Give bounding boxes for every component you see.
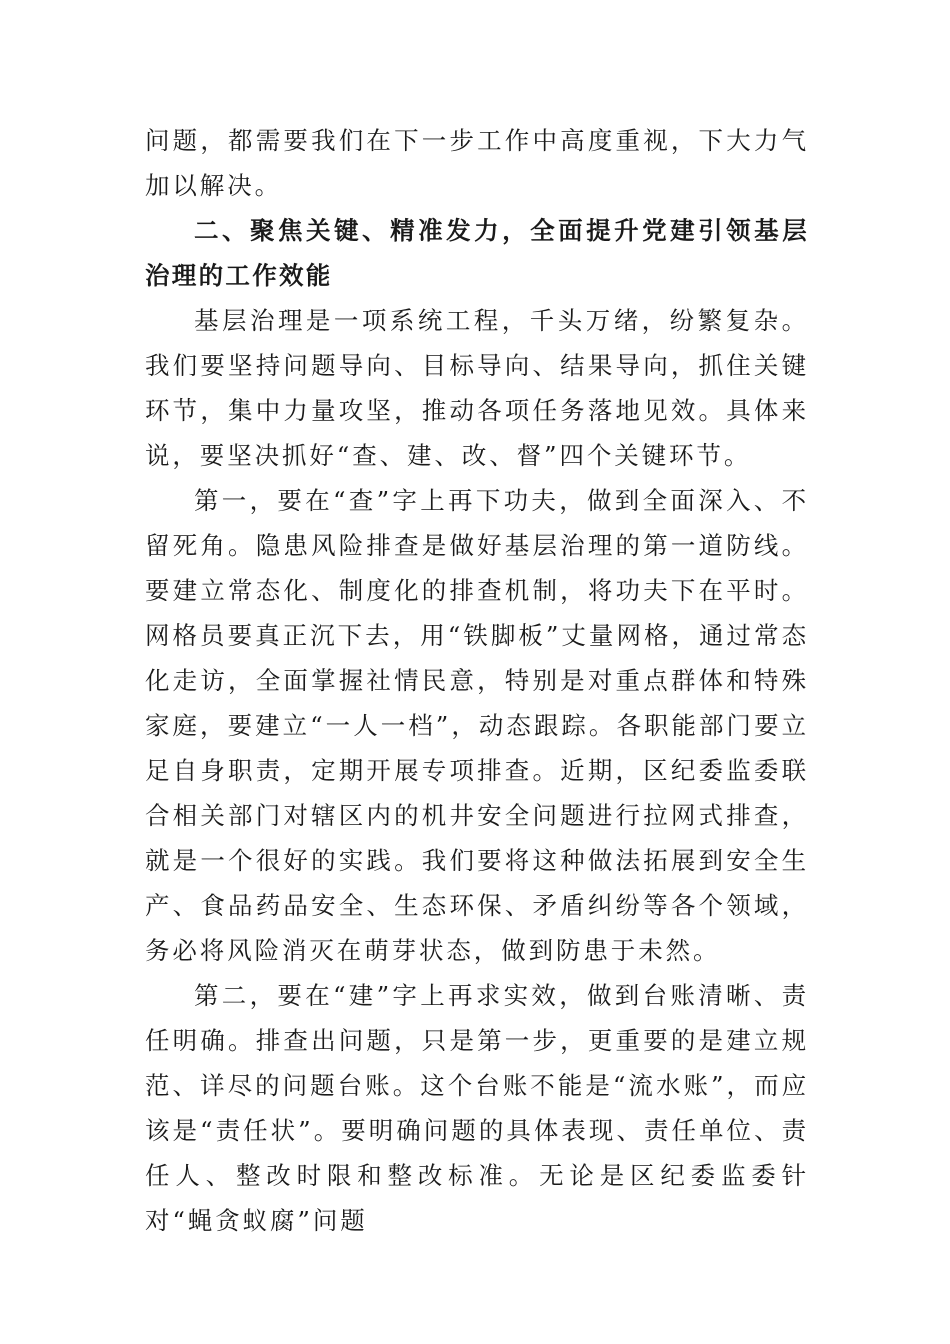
document-page xyxy=(145,118,809,1243)
body-paragraph-second: 第二，要在“建”字上再求实效，做到台账清晰、责任明确。排查出问题，只是第一步，更重要的是建立规范、详尽的问题台账。这个台账不能是“流水账”，而应该是“责任状”。要明确问题的具体表现、责任单位、责任人、整改时限和整改标准。无论是区纪委监委针对“蝇贪蚁腐”问题 xyxy=(145,981,809,1235)
section-heading: 二、聚焦关键、精准发力，全面提升党建引领基层治理的工作效能 xyxy=(145,216,809,290)
continuation-paragraph: 问题，都需要我们在下一步工作中高度重视，下大力气加以解决。 xyxy=(145,126,809,200)
body-paragraph-intro: 基层治理是一项系统工程，千头万绪，纷繁复杂。我们要坚持问题导向、目标导向、结果导向，抓住关键环节，集中力量攻坚，推动各项任务落地见效。具体来说，要坚决抓好“查、建、改、督”四个关键环节。 xyxy=(145,306,809,470)
body-paragraph-first: 第一，要在“查”字上再下功夫，做到全面深入、不留死角。隐患风险排查是做好基层治理的第一道防线。要建立常态化、制度化的排查机制，将功夫下在平时。网格员要真正沉下去，用“铁脚板”丈量网格，通过常态化走访，全面掌握社情民意，特别是对重点群体和特殊家庭，要建立“一人一档”，动态跟踪。各职能部门要立足自身职责，定期开展专项排查。近期，区纪委监委联合相关部门对辖区内的机井安全问题进行拉网式排查，就是一个很好的实践。我们要将这种做法拓展到安全生产、食品药品安全、生态环保、矛盾纠纷等各个领域，务必将风险消灭在萌芽状态，做到防患于未然。 xyxy=(145,486,809,965)
